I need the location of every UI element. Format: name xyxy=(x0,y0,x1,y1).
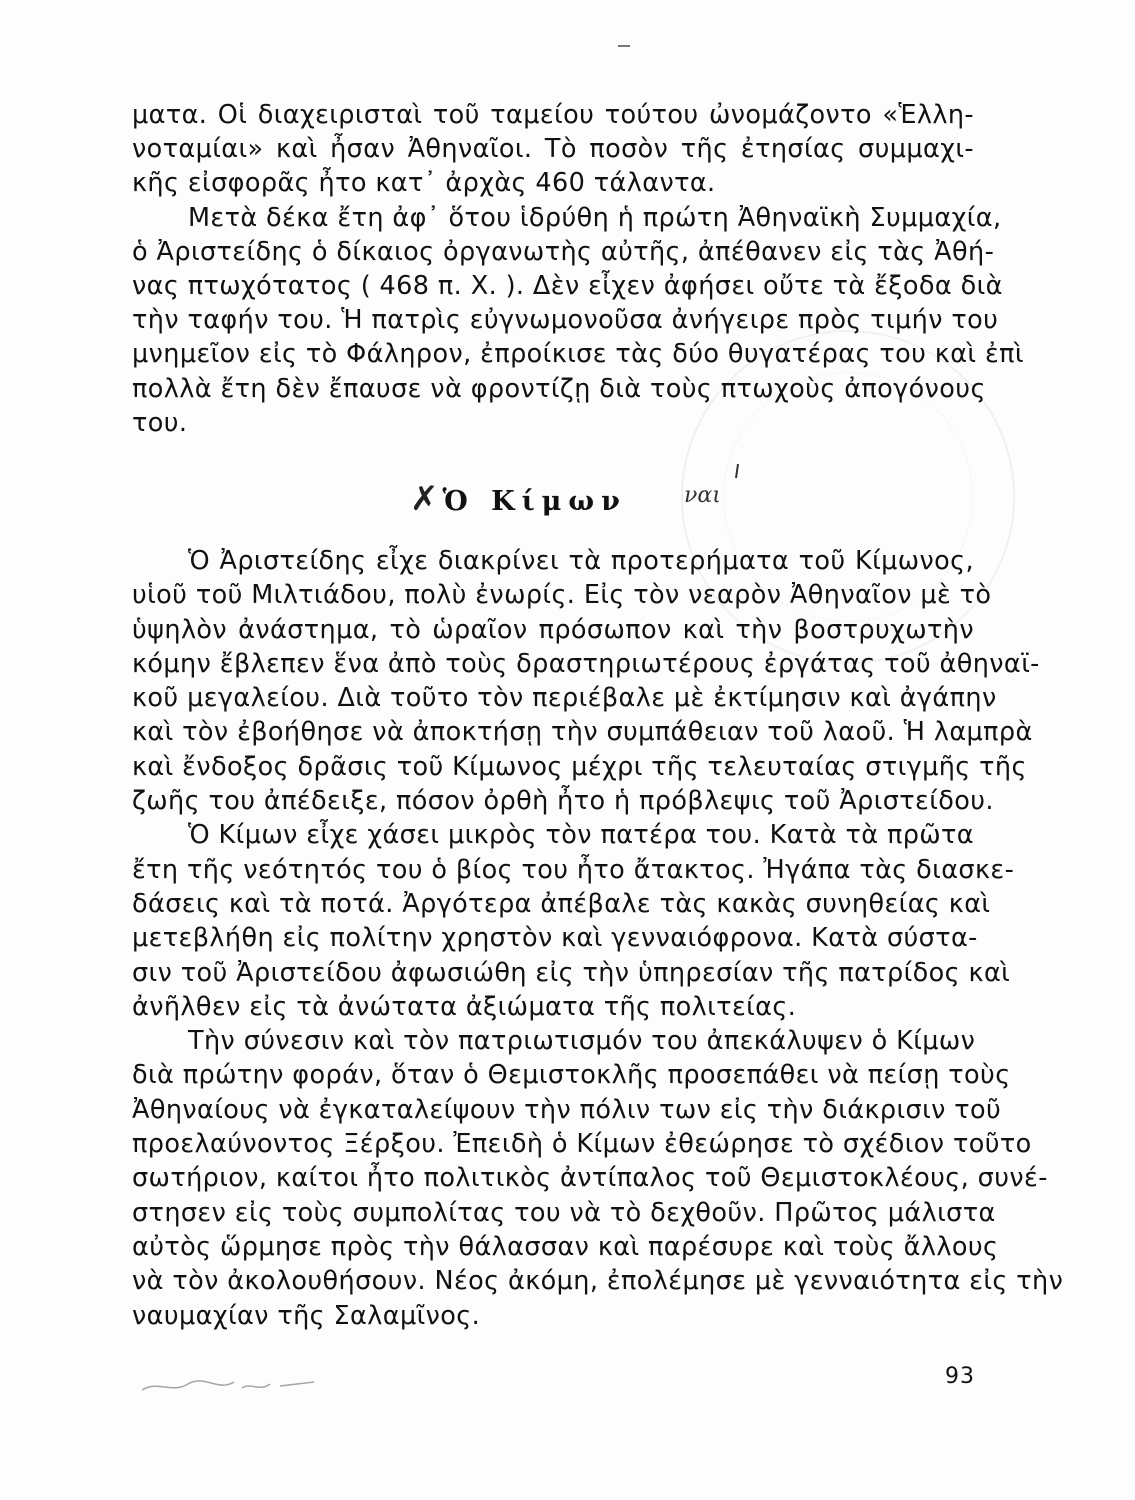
text-line: σωτήριον, καίτοι ἦτο πολιτικὸς ἀντίπαλος τοῦ Θεμιστοκλέους, συνέ- xyxy=(132,1163,1048,1194)
text-line: καὶ τὸν ἐβοήθησε νὰ ἀποκτήσῃ τὴν συμπάθειαν τοῦ λαοῦ. Ἡ λαμπρὰ xyxy=(132,717,1033,748)
text-block-aristides xyxy=(132,98,1024,440)
text-line: Μετὰ δέκα ἔτη ἀφ᾽ ὅτου ἱδρύθη ἡ πρώτη Ἀθηναϊκὴ Συμμαχία, xyxy=(188,202,1002,233)
handwritten-note-text: ναι xyxy=(684,483,721,508)
text-line: σιν τοῦ Ἀριστείδου ἀφωσιώθη εἰς τὴν ὑπηρεσίαν τῆς πατρίδος καὶ xyxy=(132,957,1011,988)
text-line: κῆς εἰσφορᾶς ἦτο κατ᾽ ἀρχὰς 460 τάλαντα. xyxy=(132,168,716,199)
text-line: Ἀθηναίους νὰ ἐγκαταλείψουν τὴν πόλιν των εἰς τὴν διάκρισιν τοῦ xyxy=(132,1094,1002,1125)
text-line: τὴν ταφήν του. Ἡ πατρὶς εὐγνωμονοῦσα ἀνήγειρε πρὸς τιμήν του xyxy=(132,305,999,336)
top-mark-dash xyxy=(618,44,630,48)
heading-title: Ὁ Κίμων xyxy=(442,486,627,517)
page-number: 93 xyxy=(945,1364,975,1389)
text-line: κόμην ἔβλεπεν ἕνα ἀπὸ τοὺς δραστηριωτέρους ἐργάτας τοῦ ἀθηναϊ- xyxy=(132,648,1040,679)
text-line: προελαύνοντος Ξέρξου. Ἐπειδὴ ὁ Κίμων ἐθεώρησε τὸ σχέδιον τοῦτο xyxy=(132,1129,1032,1160)
text-line: Τὴν σύνεσιν καὶ τὸν πατριωτισμόν του ἀπεκάλυψεν ὁ Κίμων xyxy=(188,1026,976,1057)
text-line: κοῦ μεγαλείου. Διὰ τοῦτο τὸν περιέβαλε μὲ ἐκτίμησιν καὶ ἀγάπην xyxy=(132,683,997,714)
text-line: Ὁ Ἀριστείδης εἶχε διακρίνει τὰ προτερήματα τοῦ Κίμωνος, xyxy=(188,546,974,576)
text-line: πολλὰ ἔτη δὲν ἔπαυσε νὰ φροντίζῃ διὰ τοὺς πτωχοὺς ἀπογόνους xyxy=(132,373,986,404)
handwritten-cross-mark: ✗ xyxy=(410,479,439,519)
text-line: αὐτὸς ὥρμησε πρὸς τὴν θάλασσαν καὶ παρέσυρε καὶ τοὺς ἄλλους xyxy=(132,1231,999,1262)
text-line: ἔτη τῆς νεότητός του ὁ βίος του ἦτο ἄτακτος. Ἠγάπα τὰς διασκε- xyxy=(132,854,1015,885)
text-line: νὰ τὸν ἀκολουθήσουν. Νέος ἀκόμη, ἐπολέμησε μὲ γενναιότητα εἰς τὴν xyxy=(132,1266,1064,1297)
text-line: ὑψηλὸν ἀνάστημα, τὸ ὡραῖον πρόσωπον καὶ τὴν βοστρυχωτὴν xyxy=(132,614,974,645)
text-line: καὶ ἔνδοξος δρᾶσις τοῦ Κίμωνος μέχρι τῆς τελευταίας στιγμῆς τῆς xyxy=(132,751,1027,782)
text-block-kimon xyxy=(132,544,1064,1333)
text-line: μετεβλήθη εἰς πολίτην χρηστὸν καὶ γενναιόφρονα. Κατὰ σύστα- xyxy=(132,923,978,954)
text-line: ἀνῆλθεν εἰς τὰ ἀνώτατα ἀξιώματα τῆς πολιτείας. xyxy=(132,991,797,1022)
text-line: νας πτωχότατος ( 468 π. Χ. ). Δὲν εἶχεν ἀφήσει οὔτε τὰ ἔξοδα διὰ xyxy=(132,270,1003,301)
text-line: νοταμίαι» καὶ ἦσαν Ἀθηναῖοι. Τὸ ποσὸν τῆς ἐτησίας συμμαχι- xyxy=(132,134,974,165)
text-line: υἱοῦ τοῦ Μιλτιάδου, πολὺ ἐνωρίς. Εἰς τὸν νεαρὸν Ἀθηναῖον μὲ τὸ xyxy=(132,580,992,611)
text-line: του. xyxy=(132,407,188,438)
text-line: ζωῆς του ἀπέδειξε, πόσον ὀρθὴ ἦτο ἡ πρόβλεψις τοῦ Ἀριστείδου. xyxy=(132,786,994,817)
text-line: στησεν εἰς τοὺς συμπολίτας του νὰ τὸ δεχθοῦν. Πρῶτος μάλιστα xyxy=(132,1197,996,1228)
text-line: ὁ Ἀριστείδης ὁ δίκαιος ὀργανωτὴς αὐτῆς, ἀπέθανεν εἰς τὰς Ἀθή- xyxy=(132,236,995,267)
text-line: Ὁ Κίμων εἶχε χάσει μικρὸς τὸν πατέρα του. Κατὰ τὰ πρῶτα xyxy=(188,820,974,851)
text-line: ναυμαχίαν τῆς Σαλαμῖνος. xyxy=(132,1300,481,1331)
text-line: ματα. Οἱ διαχειρισταὶ τοῦ ταμείου τούτου ὠνομάζοντο «Ἑλλη- xyxy=(132,100,974,130)
handwritten-scribble xyxy=(138,1372,318,1400)
text-line: μνημεῖον εἰς τὸ Φάληρον, ἐπροίκισε τὰς δύο θυγατέρας του καὶ ἐπὶ xyxy=(132,339,1024,370)
text-line: διὰ πρώτην φοράν, ὅταν ὁ Θεμιστοκλῆς προσεπάθει νὰ πείσῃ τοὺς xyxy=(132,1060,1011,1091)
text-line: δάσεις καὶ τὰ ποτά. Ἀργότερα ἀπέβαλε τὰς κακὰς συνηθείας καὶ xyxy=(132,888,991,919)
handwritten-note xyxy=(680,458,760,518)
